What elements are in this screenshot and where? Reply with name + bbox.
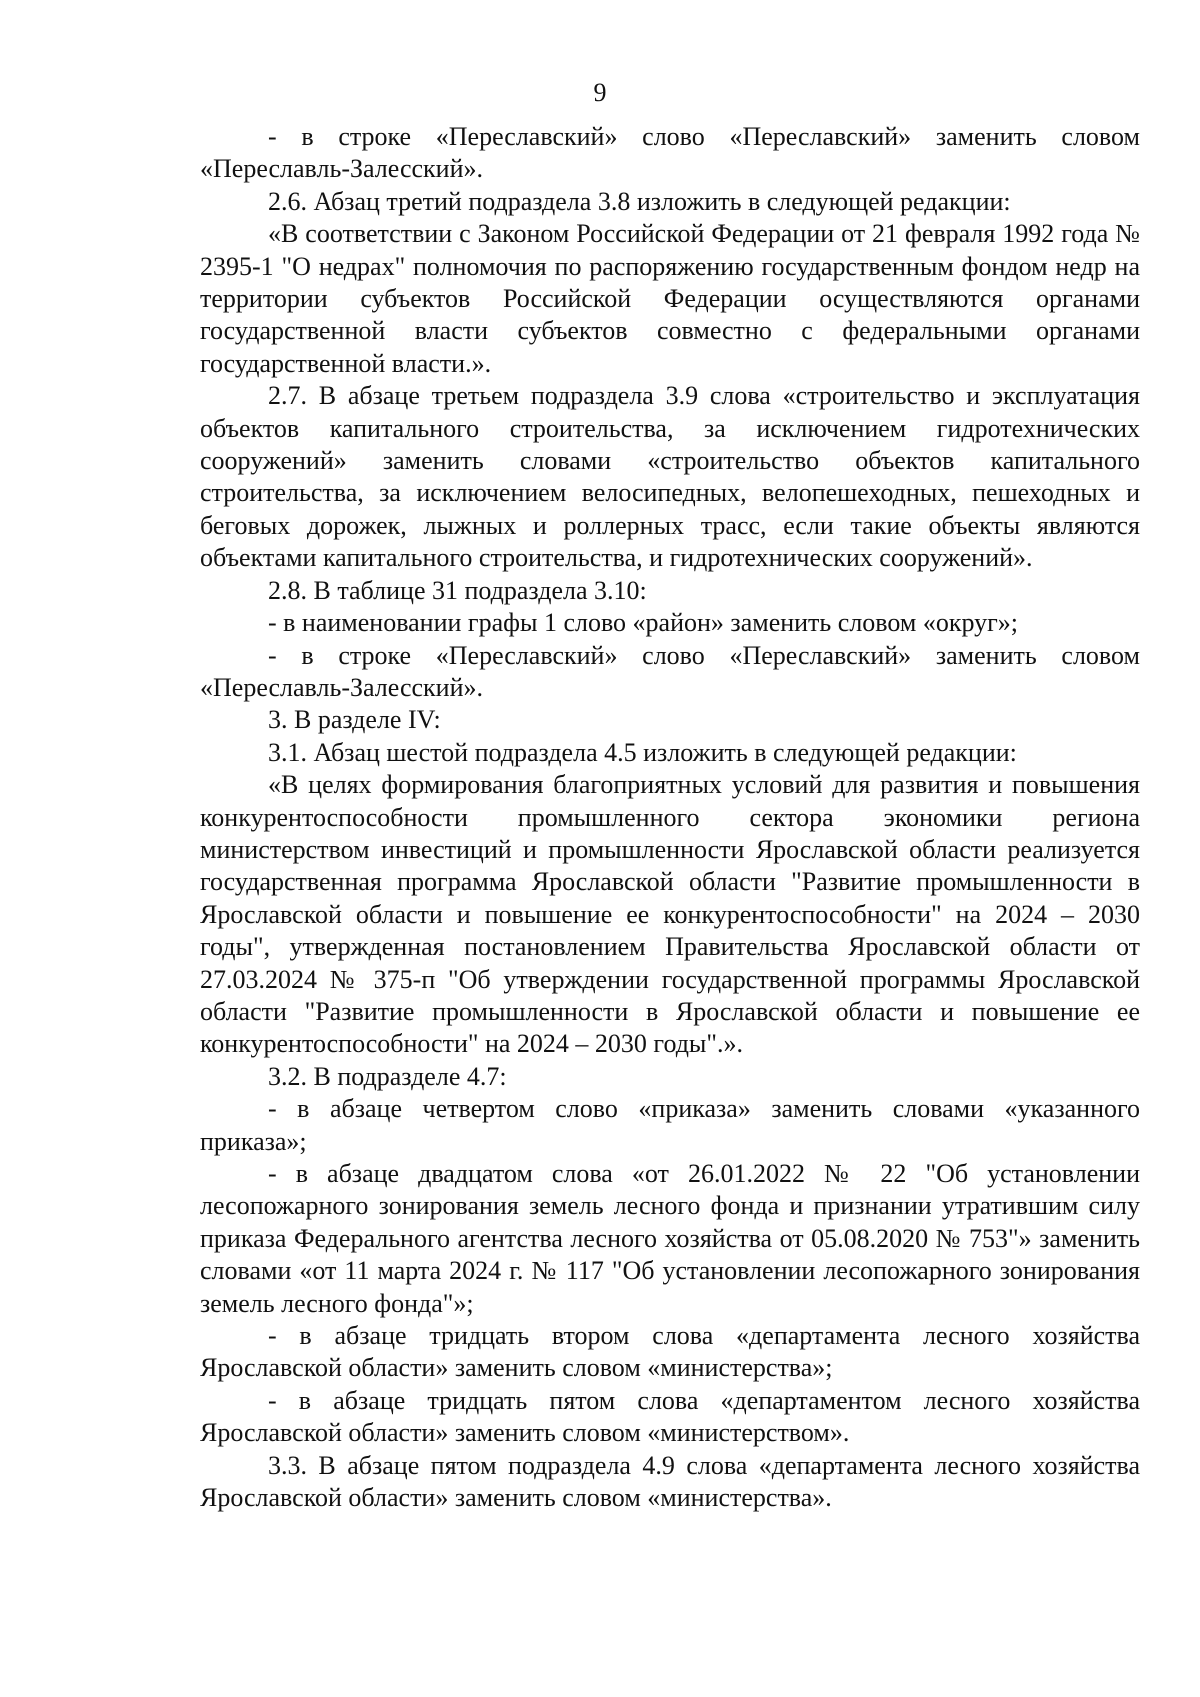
paragraph: - в абзаце тридцать пятом слова «департаментом лесного хозяйства Ярославской области» заменить словом «министерством». bbox=[200, 1385, 1140, 1448]
paragraph: - в абзаце четвертом слово «приказа» заменить словами «указанного приказа»; bbox=[200, 1094, 1140, 1156]
paragraph: 3.1. Абзац шестой подраздела 4.5 изложить в следующей редакции: bbox=[268, 737, 1017, 767]
paragraph: - в строке «Переславский» слово «Переславский» заменить словом «Переславль-Залесский». bbox=[200, 122, 1140, 184]
document-body bbox=[200, 121, 1140, 1514]
paragraph: «В соответствии с Законом Российской Федерации от 21 февраля 1992 года № 2395-1 "О недрах" полномочия по распоряжению государственным фондом недр на территории субъектов Российской Федерации осуществляются органами государственной власти субъектов совместно с федеральными органами государственной власти.». bbox=[200, 219, 1140, 378]
paragraph: 2.8. В таблице 31 подраздела 3.10: bbox=[268, 575, 647, 605]
paragraph: 2.7. В абзаце третьем подраздела 3.9 слова «строительство и эксплуатация объектов капитального строительства, за исключением гидротехнических сооружений» заменить словами «строительство объектов капитального строительства, за исключением велосипедных, велопешеходных, пешеходных и беговых дорожек, лыжных и роллерных трасс, если такие объекты являются объектами капитального строительства, и гидротехнических сооружений». bbox=[200, 381, 1140, 573]
paragraph: 3. В разделе IV: bbox=[268, 705, 441, 735]
paragraph: 2.6. Абзац третий подраздела 3.8 изложить в следующей редакции: bbox=[268, 186, 1011, 216]
paragraph: - в наименовании графы 1 слово «район» заменить словом «округ»; bbox=[268, 608, 1019, 638]
paragraph: - в абзаце двадцатом слова «от 26.01.2022 № 22 "Об установлении лесопожарного зонирования земель лесного фонда и признании утратившим силу приказа Федерального агентства лесного хозяйства от 05.08.2020 № 753"» заменить словами «от 11 марта 2024 г. № 117 "Об установлении лесопожарного зонирования земель лесного фонда"»; bbox=[200, 1159, 1140, 1318]
paragraph: - в абзаце тридцать втором слова «департамента лесного хозяйства Ярославской области» заменить словом «министерства»; bbox=[200, 1321, 1140, 1383]
page-number: 9 bbox=[593, 78, 607, 107]
paragraph: - в строке «Переславский» слово «Переславский» заменить словом «Переславль-Залесский». bbox=[200, 640, 1140, 702]
paragraph: 3.2. В подразделе 4.7: bbox=[268, 1061, 507, 1091]
paragraph: 3.3. В абзаце пятом подраздела 4.9 слова «департамента лесного хозяйства Ярославской области» заменить словом «министерства». bbox=[200, 1450, 1140, 1513]
paragraph: «В целях формирования благоприятных условий для развития и повышения конкурентоспособности промышленного сектора экономики региона министерством инвестиций и промышленности Ярославской области реализуется государственная программа Ярославской области "Развитие промышленности в Ярославской области и повышение ее конкурентоспособности" на 2024 – 2030 годы", утвержденная постановлением Правительства Ярославской области от 27.03.2024 № 375-п "Об утверждении государственной программы Ярославской области "Развитие промышленности в Ярославской области и повышение ее конкурентоспособности" на 2024 – 2030 годы".». bbox=[200, 770, 1140, 1059]
